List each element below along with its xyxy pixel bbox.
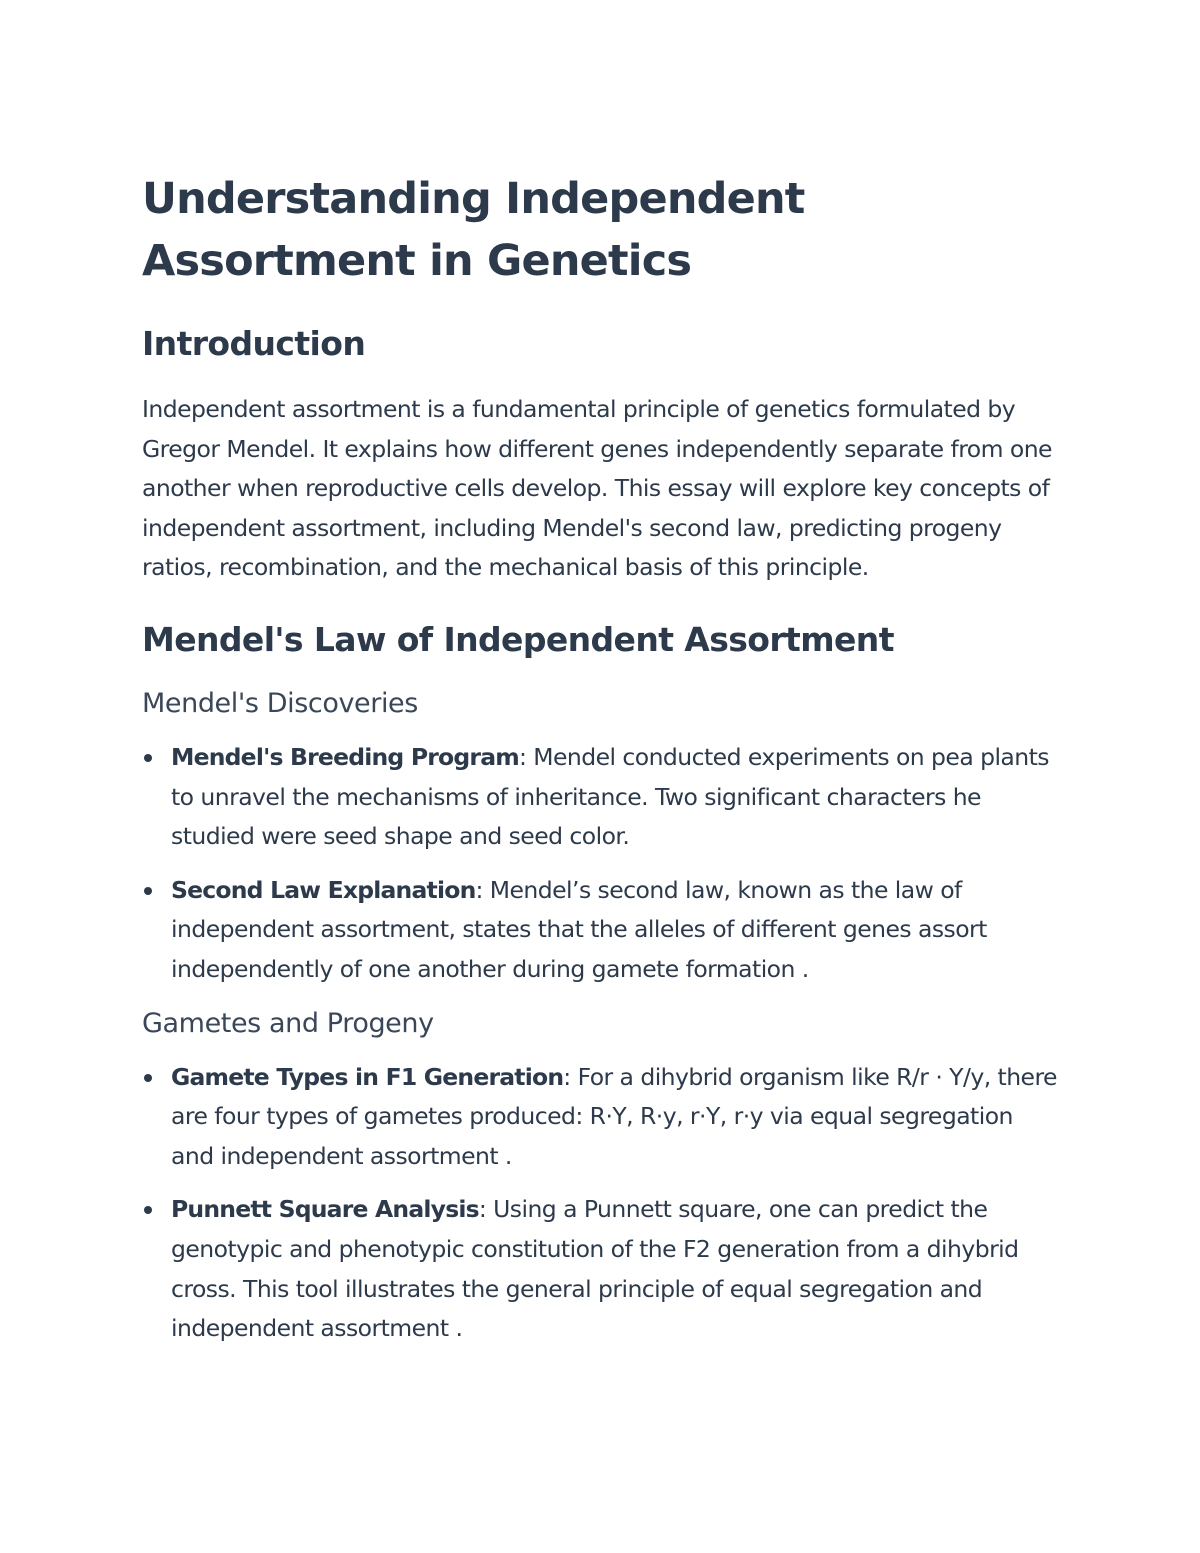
- introduction-paragraph: Independent assortment is a fundamental principle of genetics formulated by Gregor Mendel. It explains how different genes independently separate from one another when reproductive cells develop. This essay will explore key concepts of independent assortment, including Mendel's second law, predicting progeny ratios, recombination, and the mechanical basis of this principle.: [142, 395, 1052, 582]
- bullet-icon: [144, 1206, 152, 1214]
- bullet-icon: [144, 887, 152, 895]
- list-item-term: Punnett Square Analysis: [171, 1195, 479, 1224]
- subsection-heading-discoveries: Mendel's Discoveries: [142, 687, 418, 719]
- bullet-icon: [144, 754, 152, 762]
- list-item-term: Mendel's Breeding Program: [171, 742, 519, 771]
- list-item-text: : Using a Punnett square, one can predict the genotypic and phenotypic constitution of the F2 generation from a dihybrid cross. This tool illustrates the general principle of equal segregation and independent assortment .: [171, 1195, 1019, 1343]
- gametes-list: [142, 1058, 1062, 1349]
- list-item-text: : For a dihybrid organism like R/r · Y/y, there are four types of gametes produced: R·Y, R·y, r·Y, r·y via equal segregation and independent assortment .: [171, 1062, 1057, 1170]
- list-item-term: Second Law Explanation: [171, 875, 476, 904]
- list-item-text: : Mendel’s second law, known as the law of independent assortment, states that the alleles of different genes assort independently of one another during gamete formation .: [171, 875, 987, 983]
- discoveries-list: [142, 738, 1062, 990]
- list-item: [142, 738, 1062, 857]
- list-item-text: : Mendel conducted experiments on pea plants to unravel the mechanisms of inheritance. Two significant characters he studied were seed shape and seed color.: [171, 742, 1049, 851]
- document-page: [142, 168, 1062, 1363]
- list-item: [142, 1058, 1062, 1177]
- section-heading: Mendel's Law of Independent Assortment: [142, 619, 894, 659]
- introduction-heading: Introduction: [142, 324, 366, 363]
- list-item: [142, 871, 1062, 990]
- list-item: [142, 1190, 1062, 1348]
- list-item-term: Gamete Types in F1 Generation: [171, 1062, 564, 1091]
- bullet-icon: [144, 1074, 152, 1082]
- subsection-heading-gametes: Gametes and Progeny: [142, 1007, 434, 1039]
- document-title: Understanding Independent Assortment in Genetics: [142, 174, 805, 286]
